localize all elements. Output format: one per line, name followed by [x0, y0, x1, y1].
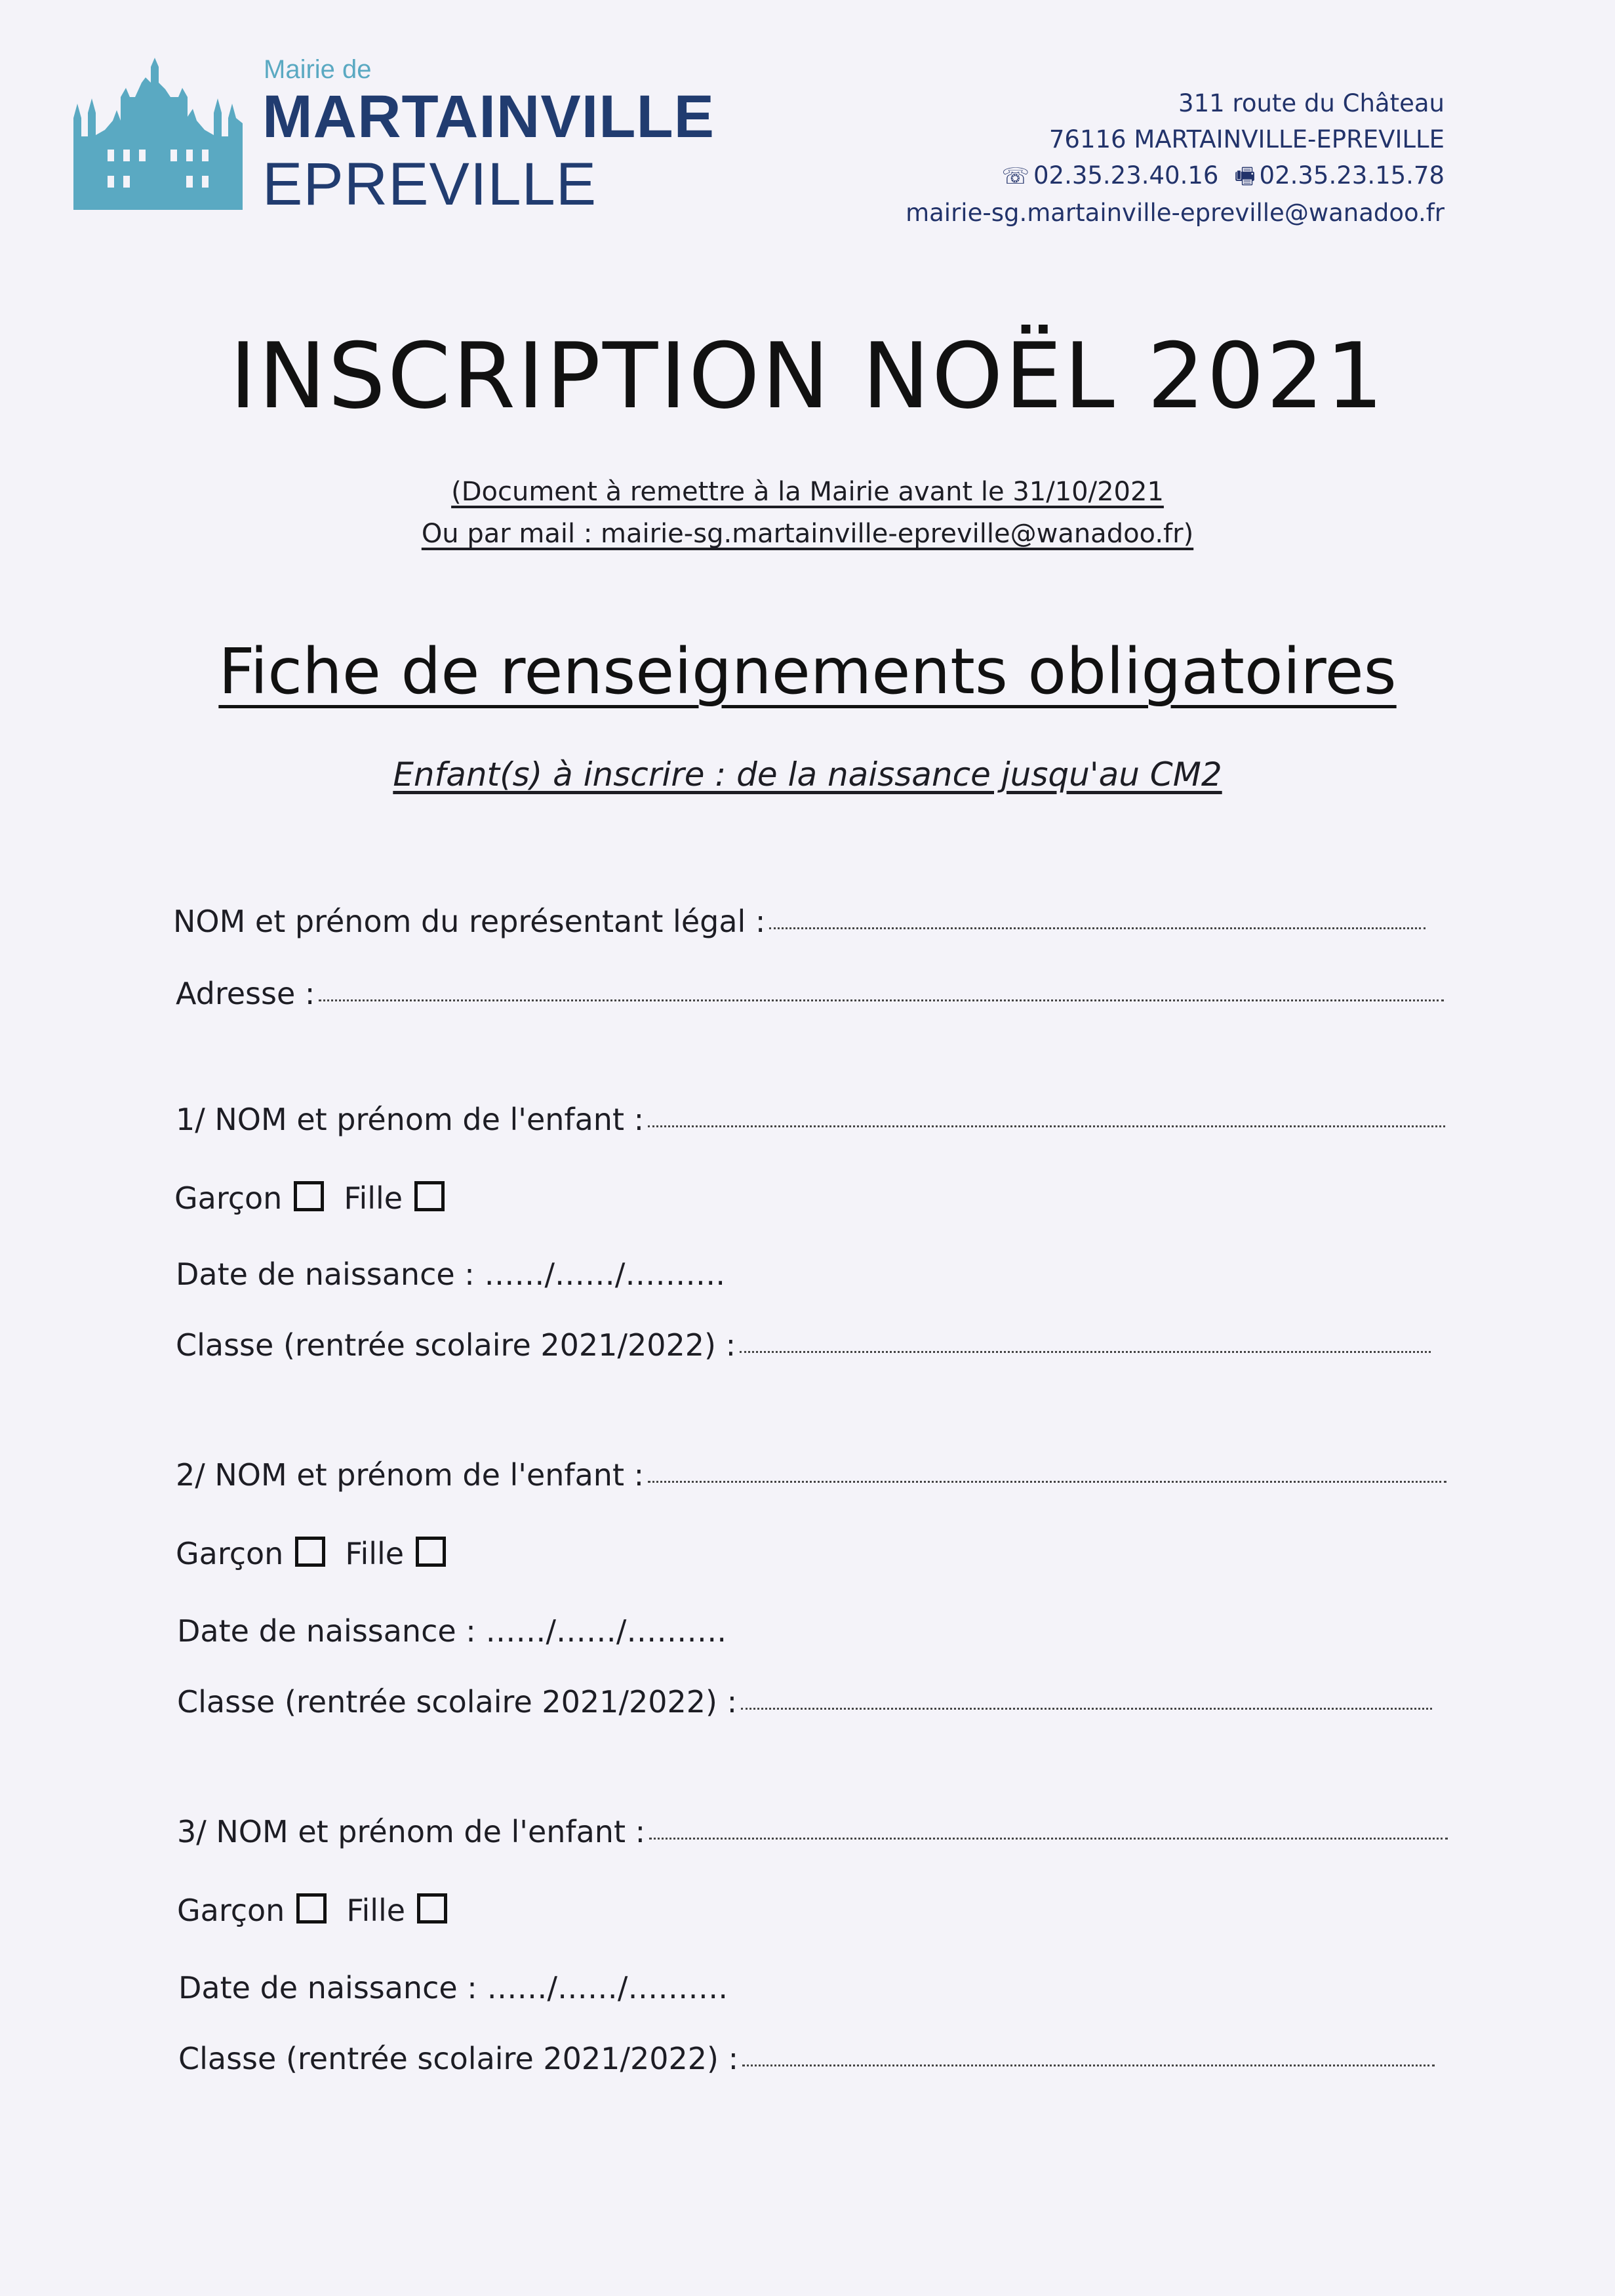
- child-3-birth-blank: ……/……/……….: [487, 1970, 728, 2005]
- castle-logo-icon: [73, 58, 243, 210]
- child-2-girl-label: Fille: [345, 1536, 405, 1571]
- child-3-birthdate-field[interactable]: [178, 1970, 728, 2005]
- child-1-class-dotted-line: [740, 1351, 1431, 1353]
- logo-town-subname: EPREVILLE: [262, 151, 597, 218]
- child-1-name-dotted-line: [648, 1125, 1445, 1127]
- telephone-icon: ☏: [1001, 163, 1029, 190]
- child-3-boy-checkbox[interactable]: [296, 1893, 327, 1923]
- child-1-birthdate-field[interactable]: [176, 1257, 725, 1292]
- child-3-name-dotted-line: [649, 1838, 1448, 1840]
- child-2-birth-label: Date de naissance :: [177, 1613, 476, 1649]
- child-3-class-label: Classe (rentrée scolaire 2021/2022) :: [178, 2041, 739, 2076]
- child-2-class-dotted-line: [741, 1708, 1432, 1710]
- address-label: Adresse :: [176, 976, 315, 1011]
- child-1-girl-label: Fille: [344, 1180, 403, 1216]
- address-line-1: 311 route du Château: [1178, 89, 1445, 117]
- submission-note: [0, 471, 1615, 555]
- age-range-note: Enfant(s) à inscrire : de la naissance jusqu'au CM2: [393, 755, 1222, 794]
- note-line-1: (Document à remettre à la Mairie avant le 31/10/2021: [451, 477, 1164, 507]
- child-3-name-field[interactable]: [177, 1814, 1448, 1849]
- child-2-gender-row: [176, 1536, 466, 1571]
- phone-fax-line: [906, 157, 1445, 195]
- address-field[interactable]: [176, 976, 1444, 1011]
- child-1-gender-row: [174, 1180, 464, 1216]
- address-line-2: 76116 MARTAINVILLE-EPREVILLE: [1048, 125, 1445, 153]
- contact-block: [906, 85, 1445, 231]
- child-2-class-label: Classe (rentrée scolaire 2021/2022) :: [177, 1684, 738, 1720]
- child-1-name-field[interactable]: [176, 1102, 1445, 1137]
- child-1-class-label: Classe (rentrée scolaire 2021/2022) :: [176, 1327, 736, 1363]
- legal-rep-dotted-line: [769, 927, 1426, 929]
- child-2-birthdate-field[interactable]: [177, 1613, 727, 1649]
- child-2-name-field[interactable]: [176, 1457, 1446, 1493]
- form-subtitle: Fiche de renseignements obligatoires: [218, 635, 1397, 708]
- child-3-name-label: 3/ NOM et prénom de l'enfant :: [177, 1814, 646, 1849]
- phone-number: 02.35.23.40.16: [1033, 161, 1219, 190]
- page-title: INSCRIPTION NOËL 2021: [229, 323, 1386, 429]
- child-1-birth-label: Date de naissance :: [176, 1257, 475, 1292]
- child-1-name-label: 1/ NOM et prénom de l'enfant :: [176, 1102, 645, 1137]
- legal-representative-field[interactable]: [173, 904, 1426, 939]
- fax-icon: 🖷: [1234, 163, 1256, 190]
- logo-small-text: Mairie de: [264, 55, 372, 84]
- child-3-girl-checkbox[interactable]: [417, 1893, 447, 1923]
- child-2-name-dotted-line: [648, 1481, 1446, 1483]
- address-dotted-line: [319, 999, 1444, 1001]
- child-3-class-dotted-line: [742, 2064, 1435, 2066]
- child-3-boy-label: Garçon: [177, 1893, 285, 1928]
- child-1-class-field[interactable]: [176, 1327, 1431, 1363]
- child-2-boy-checkbox[interactable]: [295, 1537, 325, 1567]
- child-3-birth-label: Date de naissance :: [178, 1970, 477, 2005]
- child-3-gender-row: [177, 1893, 467, 1928]
- fax-number: 02.35.23.15.78: [1259, 161, 1445, 190]
- logo-town-name: MARTAINVILLE: [262, 83, 715, 150]
- child-1-birth-blank: ……/……/……….: [484, 1257, 726, 1292]
- child-1-girl-checkbox[interactable]: [414, 1181, 445, 1211]
- child-3-girl-label: Fille: [346, 1893, 406, 1928]
- child-2-boy-label: Garçon: [176, 1536, 284, 1571]
- child-2-class-field[interactable]: [177, 1684, 1432, 1720]
- legal-rep-label: NOM et prénom du représentant légal :: [173, 904, 766, 939]
- child-1-boy-checkbox[interactable]: [294, 1181, 324, 1211]
- child-2-girl-checkbox[interactable]: [416, 1537, 446, 1567]
- child-1-boy-label: Garçon: [174, 1180, 283, 1216]
- email-address: mairie-sg.martainville-epreville@wanadoo.fr: [906, 199, 1445, 227]
- child-3-class-field[interactable]: [178, 2041, 1435, 2076]
- child-2-name-label: 2/ NOM et prénom de l'enfant :: [176, 1457, 645, 1493]
- note-line-2: Ou par mail : mairie-sg.martainville-epreville@wanadoo.fr): [421, 519, 1194, 549]
- child-2-birth-blank: ……/……/……….: [485, 1613, 727, 1649]
